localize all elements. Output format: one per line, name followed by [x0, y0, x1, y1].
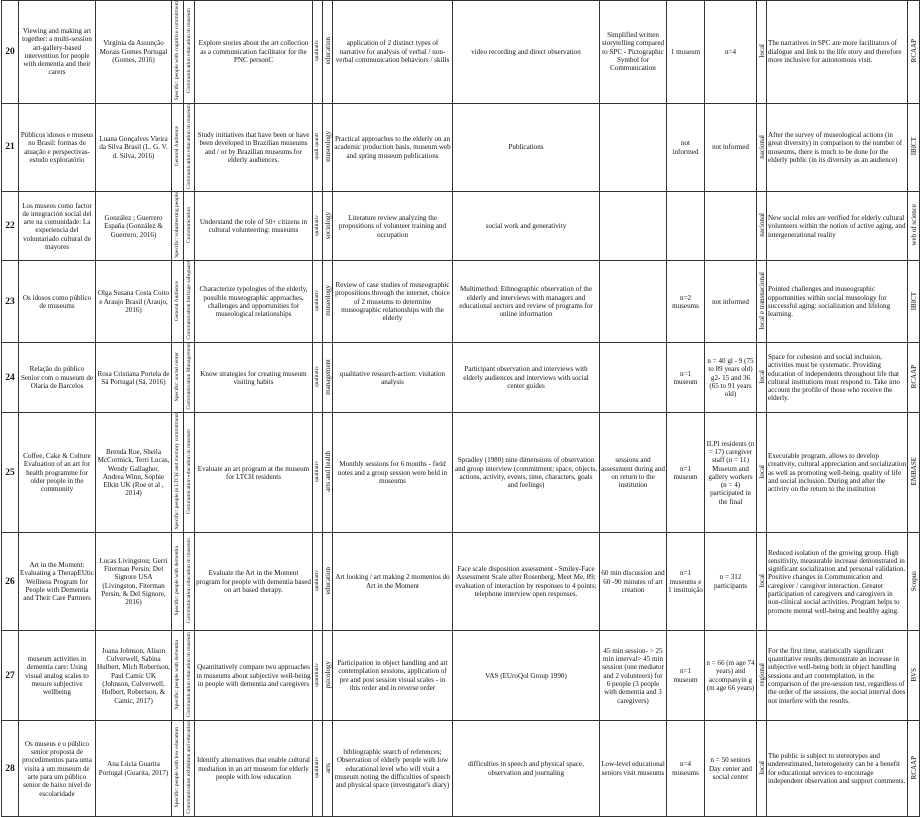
research-field-cell: [323, 261, 333, 343]
methodology-cell: Review of case studies of museographic propositions through the internet, choice of 2 museums to determine museographic relationships with the elderly: [333, 261, 453, 343]
target-audience: Specific: people with low education: [174, 727, 181, 808]
procedure-cell: sessions and assessment during and on return to the institution: [600, 413, 667, 533]
study-title-cell: museum activities in dementia care: Using visual analog scales to mesure subjective wellbeing: [19, 631, 96, 721]
instruments-cell: difficulties in speech and physical space, observation and journaling: [453, 721, 600, 817]
sample-cell: n=4: [705, 1, 757, 104]
scope: local: [757, 43, 766, 58]
target-audience-cell: [172, 261, 184, 343]
table-row: [2, 261, 920, 343]
sample-cell: ILPI residents (n = 17) caregiver staff (n = 11) Museum and gallery workers (n = 4) participated in the final: [705, 413, 757, 533]
scope-cell: [757, 1, 767, 104]
study-area: Communication Management: [185, 343, 192, 411]
scope-cell: [757, 631, 767, 721]
database-source: BVS: [909, 667, 918, 682]
sample-cell: [705, 192, 757, 261]
target-audience-cell: [172, 1, 184, 104]
procedure-cell: [600, 103, 667, 192]
study-area: Communication exhibition and education: [185, 721, 192, 815]
scope-cell: [757, 343, 767, 413]
target-audience-cell: [172, 192, 184, 261]
study-area-cell: [184, 103, 195, 192]
research-field: sociology: [323, 211, 332, 239]
database-source-cell: [908, 721, 920, 817]
methodology-cell: Literature review analyzing the propositions of volunteer training and occupation: [333, 192, 453, 261]
research-field: museology: [323, 131, 332, 162]
sample-cell: not informed: [705, 103, 757, 192]
target-audience-cell: [172, 721, 184, 817]
row-number-cell: 24: [2, 343, 19, 413]
row-number-cell: 20: [2, 1, 19, 104]
studies-table: [1, 0, 920, 817]
research-approach-cell: [313, 1, 323, 104]
study-area: Communication education in museum: [185, 429, 192, 515]
study-area: Communication: [185, 207, 192, 244]
institutions-cell: n=1 museum: [667, 343, 705, 413]
sample-cell: n = 66 (m age 74 years) and accompanyin g (m age 66 years): [705, 631, 757, 721]
procedure-cell: 45 min session- > 25 min interval> 45 min session (one mediator and 2 volunteers) for 6 people (3 people with dementia and 3 caregivers): [600, 631, 667, 721]
sample-cell: not informed: [705, 261, 757, 343]
target-audience-cell: [172, 413, 184, 533]
scope-cell: [757, 533, 767, 631]
table-row: [2, 413, 920, 533]
database-source-cell: [908, 343, 920, 413]
instruments-cell: Face scale disposition assessment - Smiley-Face Assessment Scale after Rosenberg, Meet Me, 89; evaluation of interaction by responses to 4 points; telephone interview open responses.: [453, 533, 600, 631]
results-cell: The narratives in SPC are more facilitators of dialogue and link to the life story and therefore more inclusive for autonomous visit.: [767, 1, 908, 104]
study-title-cell: Los museos como factor de integración social del arte na comunidade: La experiencia del voluntariado cultural de mayores: [19, 192, 96, 261]
research-field: arts and health: [323, 451, 332, 493]
research-field: management: [323, 358, 332, 395]
methodology-cell: Practical approaches to the elderly on an academic production basis, museum web and spring museum publications: [333, 103, 453, 192]
study-authors-cell: González ; Guerrero España (González & Guerrero, 2016): [96, 192, 172, 261]
results-cell: New social roles are verified for elderly cultural volunteers within the notion of active aging, and intergenerational reality: [767, 192, 908, 261]
institutions-cell: n=2 museums: [667, 261, 705, 343]
row-number-cell: 21: [2, 103, 19, 192]
sample-cell: n = 312 participants: [705, 533, 757, 631]
study-area: Communication education in museum: [185, 8, 192, 94]
study-title-cell: Relação do público Senior com o museum de Olaria de Barcelos: [19, 343, 96, 413]
target-audience: Specific: social center: [174, 352, 181, 402]
scope-cell: [757, 261, 767, 343]
research-approach-cell: [313, 192, 323, 261]
procedure-cell: Simplified written storytelling compared to SPC - Pictographic Symbol for Communication: [600, 1, 667, 104]
research-approach: qualitativ: [314, 757, 321, 779]
study-area: Communication heritage safeguard: [185, 261, 192, 341]
research-field-cell: [323, 103, 333, 192]
institutions-cell: n=1 museum: [667, 631, 705, 721]
institutions-cell: not informed: [667, 103, 705, 192]
database-source: RCAAP: [909, 39, 918, 63]
study-authors-cell: Joana Johnson, Alison Culverwell, Sabina Hulbert, Mich Robertson, Paul Camic UK (Johnson, Culverwell, Hulbert, Robertson, & Camic, 2017): [96, 631, 172, 721]
target-audience: Specific: volunteering people: [174, 192, 181, 259]
study-area: Communication education in museum: [185, 103, 192, 190]
database-source-cell: [908, 631, 920, 721]
table-row: [2, 721, 920, 817]
target-audience: Specific: people with dementia: [174, 545, 181, 616]
study-authors-cell: Rosa Cristiana Portela de Sá Portugal (Sá, 2016): [96, 343, 172, 413]
results-cell: After the survey of museological actions (in great diversity) in comparison to the number of museums, there is much to be done for the elderly public (in its diversity as an audience): [767, 103, 908, 192]
research-field-cell: [323, 1, 333, 104]
study-area-cell: [184, 533, 195, 631]
research-approach: qualitativ: [314, 40, 321, 62]
procedure-cell: 60 min discussion and 60 -90 minutes of art creation: [600, 533, 667, 631]
study-objective-cell: Know strategies for creating museum visiting habits: [195, 343, 313, 413]
methodology-cell: application of 2 distinct types of narrative for analysis of verbal / non-verbal communication behaviors / skills: [333, 1, 453, 104]
research-field: education: [323, 567, 332, 595]
study-authors-cell: Ana Lúcia Guarita Portugal (Guarita, 2017): [96, 721, 172, 817]
target-audience: Specific: people with dementia: [174, 639, 181, 710]
study-area-cell: [184, 192, 195, 261]
instruments-cell: social work and generativity: [453, 192, 600, 261]
institutions-cell: n=1 museums e 1 instituição: [667, 533, 705, 631]
methodology-cell: Art looking / art making 2 momentos do Art in the Moment: [333, 533, 453, 631]
instruments-cell: VAS (EUroQol Group 1990): [453, 631, 600, 721]
study-title-cell: Art in the Moment: Evaluating a TherapEUtic Wellness Program for People with Dementia and Their Care Partners: [19, 533, 96, 631]
research-approach-cell: [313, 261, 323, 343]
study-title-cell: Os idosos como público de museums: [19, 261, 96, 343]
methodology-cell: qualitative research-action: visitation analysis: [333, 343, 453, 413]
research-field-cell: [323, 631, 333, 721]
database-source: web of science: [909, 204, 918, 247]
target-audience-cell: [172, 533, 184, 631]
database-source-cell: [908, 413, 920, 533]
row-number-cell: 28: [2, 721, 19, 817]
study-objective-cell: Explore stories about the art collection as a communication facilitator for the PNC personC: [195, 1, 313, 104]
scope: local e transnacional: [757, 272, 766, 330]
study-area: Communication education in museum: [185, 537, 192, 624]
research-approach-cell: [313, 103, 323, 192]
study-area-cell: [184, 343, 195, 413]
research-approach-cell: [313, 343, 323, 413]
study-objective-cell: Quantitatively compare two approaches in museums about subjective well-being in people with dementia and caregivers: [195, 631, 313, 721]
table-row: [2, 192, 920, 261]
study-area-cell: [184, 261, 195, 343]
research-approach: quali quanti: [314, 133, 321, 160]
scope: local: [757, 369, 766, 384]
research-approach-cell: [313, 721, 323, 817]
research-approach: qualitativ: [314, 461, 321, 483]
institutions-cell: [667, 192, 705, 261]
study-objective-cell: Evaluate an art program at the museum for LTCH residents: [195, 413, 313, 533]
results-cell: For the first time, statistically significant quantitative results demonstrate an increase in subjective well-being both in object handling sessions and art contemplation, in the comparison of the pre-session test, regardless of the order of the sessions, the social interval does not interfere with the results.: [767, 631, 908, 721]
procedure-cell: [600, 261, 667, 343]
study-area-cell: [184, 1, 195, 104]
database-source-cell: [908, 192, 920, 261]
study-area-cell: [184, 413, 195, 533]
study-objective-cell: Identify alternatives that enable cultural mediation in an art museum for elderly people with low education: [195, 721, 313, 817]
research-field-cell: [323, 192, 333, 261]
target-audience: Specific: people with cognitive commitment: [174, 1, 181, 101]
institutions-cell: n=4 museums: [667, 721, 705, 817]
scope: local: [757, 760, 766, 775]
procedure-cell: [600, 192, 667, 261]
institutions-cell: 1 museum: [667, 1, 705, 104]
database-source-cell: [908, 533, 920, 631]
table-row: [2, 343, 920, 413]
research-field-cell: [323, 533, 333, 631]
study-authors-cell: Brenda Roe, Sheila McCormick, Terri Lucas, Wendy Gallagher, Andrea Winn, Sophie Elkin UK (Roe et al , 2014): [96, 413, 172, 533]
row-number-cell: 23: [2, 261, 19, 343]
study-area-cell: [184, 631, 195, 721]
scope: nacional: [757, 213, 766, 238]
research-approach: qualitativ: [314, 570, 321, 592]
target-audience-cell: [172, 103, 184, 192]
research-approach: quantitativ: [314, 662, 321, 687]
database-source: RCAAP: [909, 755, 918, 780]
target-audience: General Audience: [174, 126, 181, 167]
scope: local: [757, 464, 766, 479]
sample-cell: n = 50 seniors Day center and social center: [705, 721, 757, 817]
scope-cell: [757, 192, 767, 261]
target-audience: General Audience: [174, 280, 181, 321]
research-approach: qualitativ: [314, 290, 321, 312]
scope: local: [757, 573, 766, 588]
row-number-cell: 22: [2, 192, 19, 261]
procedure-cell: Low-level educational seniors visit museums: [600, 721, 667, 817]
research-field-cell: [323, 721, 333, 817]
target-audience-cell: [172, 631, 184, 721]
instruments-cell: Spradley (1980) nine dimensions of observation and group interview (commitment; space, objects, actions, activity, events, time, characters, goals and feelings): [453, 413, 600, 533]
results-cell: Executable program, allows to develop creativity, cultural appreciation and socialization as well as promoting well-being, quality of life and social inclusion. During and after the activity on the return to the institution: [767, 413, 908, 533]
scope-cell: [757, 721, 767, 817]
instruments-cell: Publications: [453, 103, 600, 192]
research-approach: qualitativ: [314, 366, 321, 388]
target-audience: Specific: people in LTCH and memory commitment: [174, 413, 181, 530]
research-approach-cell: [313, 413, 323, 533]
scope-cell: [757, 413, 767, 533]
study-area-cell: [184, 721, 195, 817]
database-source: Scopus: [909, 570, 918, 591]
study-authors-cell: Luana Gonçalves Vieira da Silva Brasil (L. G. V. d. Silva, 2016): [96, 103, 172, 192]
study-title-cell: Os museus e o público senior proposta de procedimentos para uma visita a um museum de arte para um público senior de baixo nível de escolaridade: [19, 721, 96, 817]
database-source-cell: [908, 261, 920, 343]
database-source: IBICT: [909, 291, 918, 310]
database-source-cell: [908, 103, 920, 192]
research-field-cell: [323, 413, 333, 533]
database-source: EMBASE: [909, 457, 918, 486]
target-audience-cell: [172, 343, 184, 413]
scope-cell: [757, 103, 767, 192]
study-authors-cell: Virgínia da Assunção Morais Gomes Portugal (Gomes, 2016): [96, 1, 172, 104]
research-field-cell: [323, 343, 333, 413]
research-field: education: [323, 37, 332, 65]
results-cell: Reduced isolation of the growing group. High sensitivity, measurable increase demonstrated in significant socialization and personal validation. Positive changes in Communication and caregiver / caregiver interaction. Greater participation of caregivers and caregivers in non-clinical social activities. Program helps to promote mental well-being and healthy aging.: [767, 533, 908, 631]
institutions-cell: n=1 museum: [667, 413, 705, 533]
research-approach: qualitativ: [314, 214, 321, 236]
study-title-cell: Públicos idosos e museus no Brasil: formas de atuação e perspectivas- estudo exploratório: [19, 103, 96, 192]
scope: nacional: [757, 134, 766, 159]
study-title-cell: Coffee, Cake & Culture Evaluation of an art for health programme for older people in the community: [19, 413, 96, 533]
research-field: arts: [323, 762, 332, 773]
methodology-cell: Monthly sessions for 6 months - field notes and a group session were held in museums: [333, 413, 453, 533]
instruments-cell: video recording and direct observation: [453, 1, 600, 104]
results-cell: Space for cohesion and social inclusion, activities must be systematic. Providing education of independents throughout life that cultural institutions must respond to. Take into account the profile of those who receive the elderly.: [767, 343, 908, 413]
study-area: Communication education in museum: [185, 631, 192, 718]
database-source-cell: [908, 1, 920, 104]
research-approach-cell: [313, 631, 323, 721]
results-cell: The public is subject to stereotypes and underestimated, heterogeneity can be a benefit for educational services to encourage independent observation and support comments.: [767, 721, 908, 817]
study-objective-cell: Understand the role of 50+ citizens in cultural volunteering: museums: [195, 192, 313, 261]
study-authors-cell: Lucas Livingston; Gerri Fiterman Persin; Del Signore USA (Livingston, Fiterman Persin, & Del Signore, 2016): [96, 533, 172, 631]
research-approach-cell: [313, 533, 323, 631]
row-number-cell: 26: [2, 533, 19, 631]
research-field: psicology: [323, 661, 332, 689]
study-title-cell: Viewing and making art together: a multi-session art-gallery-based intervention for people with dementia and their carers: [19, 1, 96, 104]
database-source: IBICT: [909, 137, 918, 156]
table-row: [2, 533, 920, 631]
table-row: [2, 631, 920, 721]
study-authors-cell: Olga Susana Costa Coito e Araujo Brasil (Araujo, 2016): [96, 261, 172, 343]
instruments-cell: Multimethod: Ethnographic observation of the elderly and interviews with managers and educational sectors and review of programs for online information: [453, 261, 600, 343]
row-number-cell: 27: [2, 631, 19, 721]
procedure-cell: [600, 343, 667, 413]
table-row: [2, 1, 920, 104]
database-source: RCAAP: [909, 365, 918, 389]
methodology-cell: bibliographic search of references; Observation of elderly people with low educational level who will visit a museum noting the difficulties of speech and physical space (investigator's diary): [333, 721, 453, 817]
row-number-cell: 25: [2, 413, 19, 533]
instruments-cell: Participant observation and interviews with elderly audiences and interviews with social center guides: [453, 343, 600, 413]
research-field: museology: [323, 285, 332, 317]
methodology-cell: Participation in object handling and art contemplation sessions, application of pre and post session visual scales - in this order and in reverse order: [333, 631, 453, 721]
study-objective-cell: Characterize typologies of the elderly, possible museographic approaches, challenges and opportunities for museological relationships: [195, 261, 313, 343]
study-objective-cell: Study initiatives that have been or have been developed in Brazilian museums and / or by Brazilian museums for elderly audiences.: [195, 103, 313, 192]
sample-cell: n = 40 gl - 9 (75 to 89 years old) g2- 15 and 36 (65 to 91 years old): [705, 343, 757, 413]
study-objective-cell: Evaluate the Art in the Moment program for people with dementia based on art based therapy.: [195, 533, 313, 631]
scope: regional: [757, 663, 766, 687]
table-row: [2, 103, 920, 192]
results-cell: Pointed challenges and museographic opportunities within social museology for successful aging: socialization and lifelong learning.: [767, 261, 908, 343]
